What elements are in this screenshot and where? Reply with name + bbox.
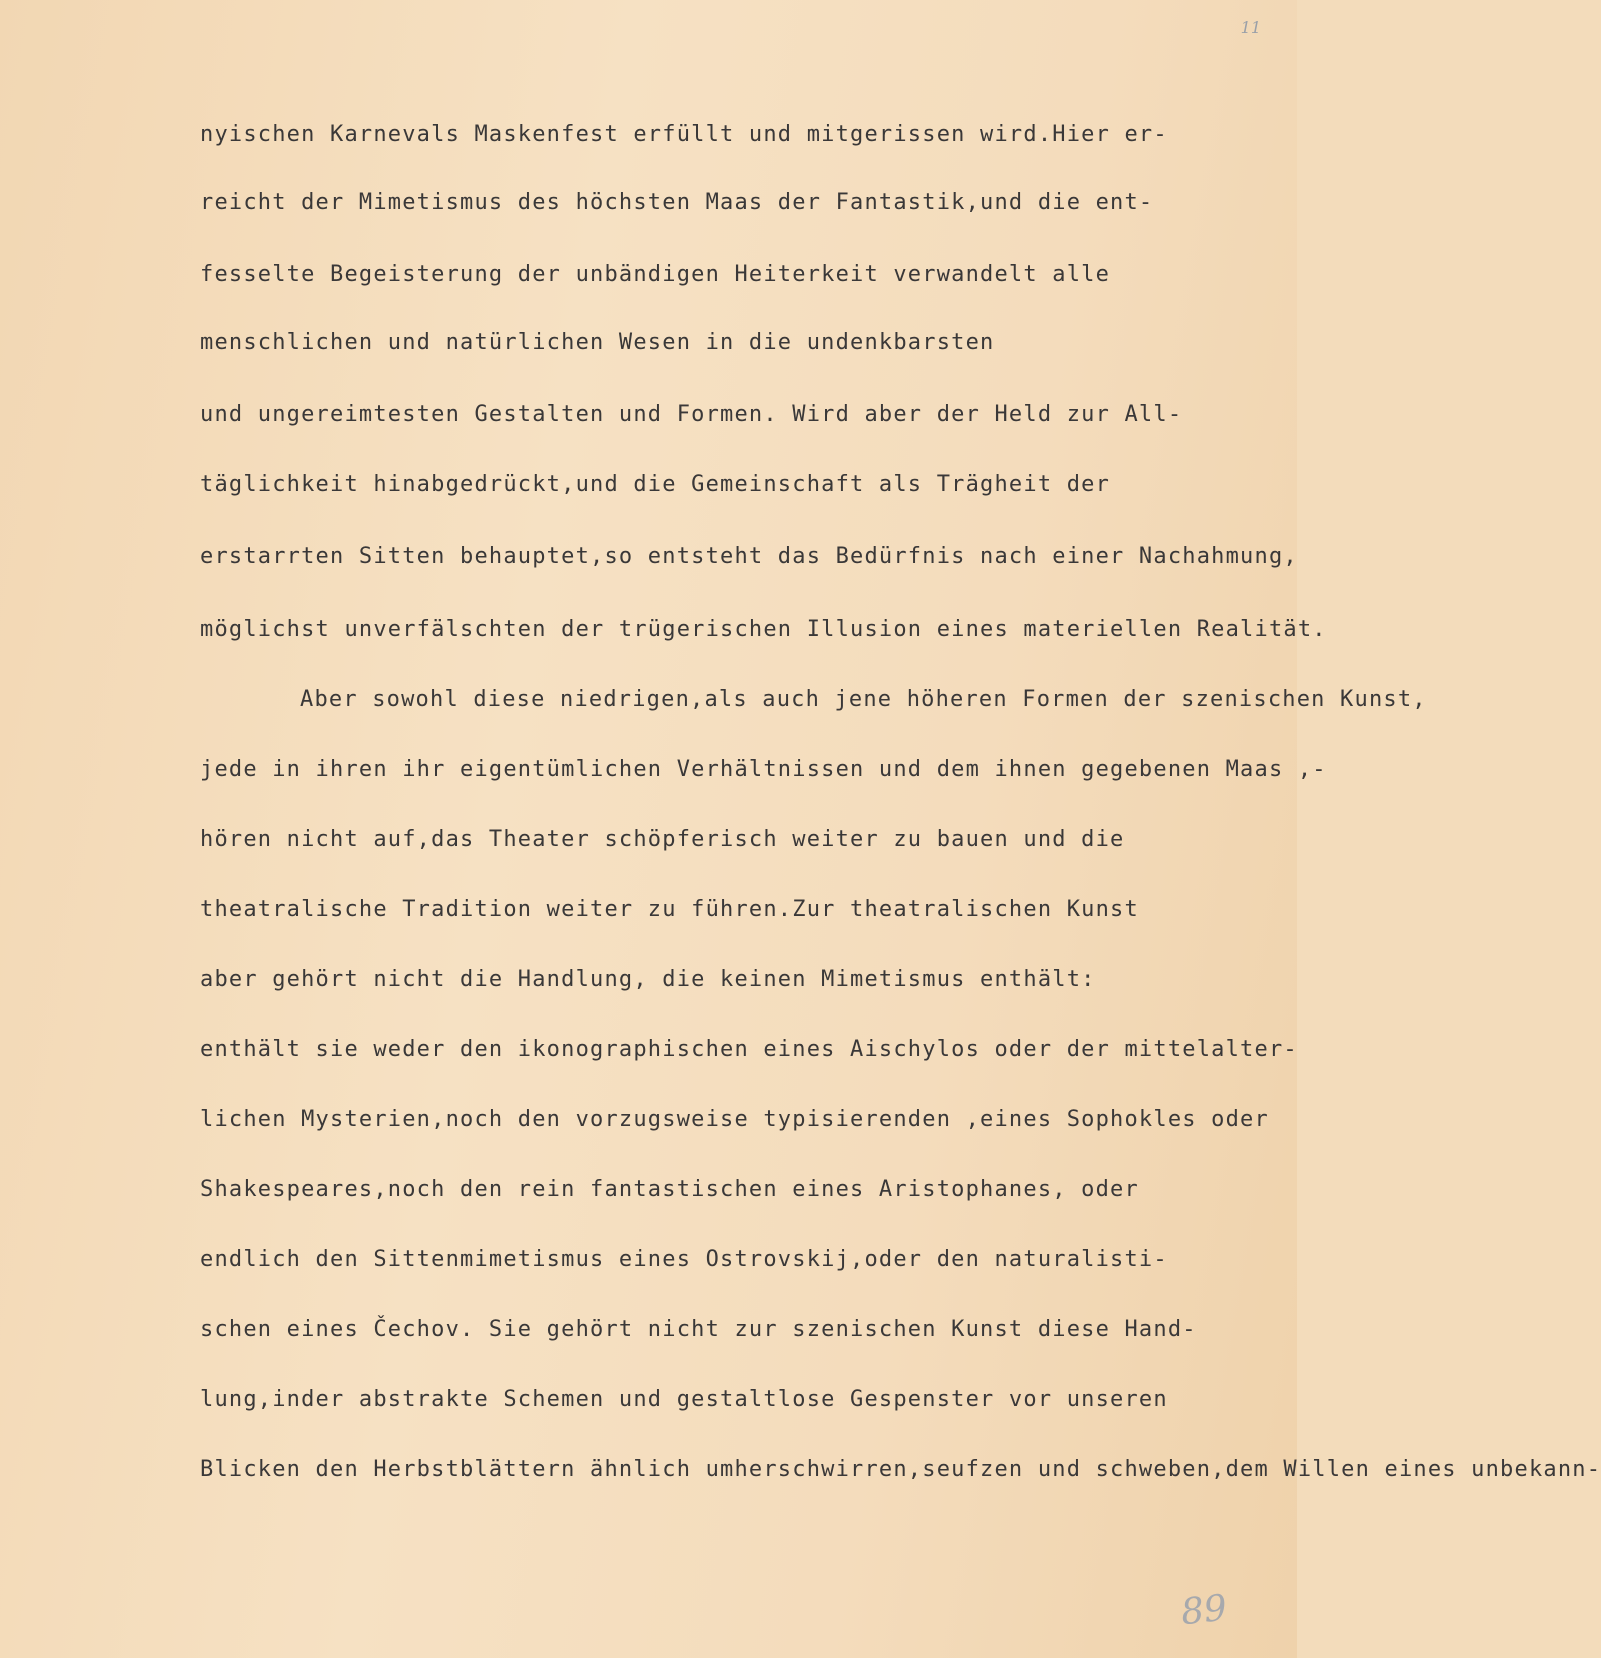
text-line: jede in ihren ihr eigentümlichen Verhältnissen und dem ihnen gegebenen Maas ,- bbox=[200, 757, 1327, 782]
text-line: endlich den Sittenmimetismus eines Ostrovskij,oder den naturalisti- bbox=[200, 1247, 1168, 1272]
text-line: lichen Mysterien,noch den vorzugsweise typisierenden ,eines Sophokles oder bbox=[200, 1107, 1269, 1132]
text-line: theatralische Tradition weiter zu führen.Zur theatralischen Kunst bbox=[200, 897, 1139, 922]
text-line: lung,inder abstrakte Schemen und gestaltlose Gespenster vor unseren bbox=[200, 1387, 1168, 1412]
text-line: reicht der Mimetismus des höchsten Maas der Fantastik,und die ent- bbox=[200, 190, 1154, 215]
text-line: erstarrten Sitten behauptet,so entsteht das Bedürfnis nach einer Nachahmung, bbox=[200, 544, 1298, 569]
page-number: 89 bbox=[1179, 1587, 1230, 1634]
corner-mark: 11 bbox=[1240, 18, 1261, 37]
text-line: menschlichen und natürlichen Wesen in die undenkbarsten bbox=[200, 330, 995, 355]
text-line: hören nicht auf,das Theater schöpferisch weiter zu bauen und die bbox=[200, 827, 1125, 852]
text-line: und ungereimtesten Gestalten und Formen. Wird aber der Held zur All- bbox=[200, 402, 1183, 427]
text-line: möglichst unverfälschten der trügerischen Illusion eines materiellen Realität. bbox=[200, 617, 1327, 642]
text-line: aber gehört nicht die Handlung, die keinen Mimetismus enthält: bbox=[200, 967, 1096, 992]
text-line: Blicken den Herbstblättern ähnlich umherschwirren,seufzen und schweben,dem Willen eines unbekann- bbox=[200, 1457, 1601, 1482]
text-line: täglichkeit hinabgedrückt,und die Gemeinschaft als Trägheit der bbox=[200, 472, 1111, 497]
text-line: nyischen Karnevals Maskenfest erfüllt und mitgerissen wird.Hier er- bbox=[200, 122, 1168, 147]
text-line: schen eines Čechov. Sie gehört nicht zur szenischen Kunst diese Hand- bbox=[200, 1317, 1197, 1342]
text-line: enthält sie weder den ikonographischen eines Aischylos oder der mittelalter- bbox=[200, 1037, 1298, 1062]
text-line: Shakespeares,noch den rein fantastischen eines Aristophanes, oder bbox=[200, 1177, 1139, 1202]
text-line: fesselte Begeisterung der unbändigen Heiterkeit verwandelt alle bbox=[200, 262, 1111, 287]
text-line: Aber sowohl diese niedrigen,als auch jene höheren Formen der szenischen Kunst, bbox=[300, 687, 1427, 712]
